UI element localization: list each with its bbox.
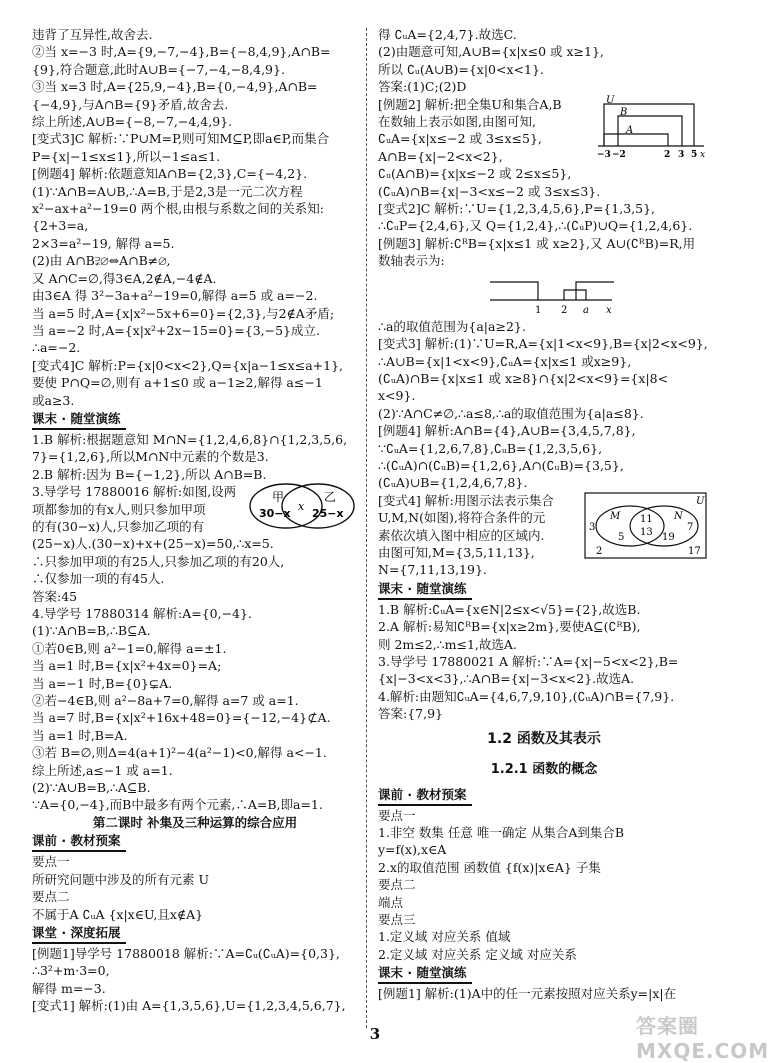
text-line: ∵A={0,−4},而B中最多有两个元素,∴A=B,即a=1. (32, 797, 323, 813)
nl-tick-m3: −3 (597, 150, 611, 160)
text-line: (25−x)人.(30−x)+x+(25−x)=50,∴x=5. (32, 536, 274, 552)
text-line: 项都参加的有x人,则只参加甲项 (32, 501, 206, 517)
nl3-tick-2: 2 (561, 304, 568, 316)
text-line: [例题3] 解析:∁ᴿB={x|x≤1 或 x≥2},又 A∪(∁ᴿB)=R,用 (378, 235, 696, 251)
venn-label-30-x: 30−x (259, 507, 291, 521)
text-line: 要点二 (378, 877, 416, 893)
text-line: ∴3²+m·3=0, (32, 963, 110, 979)
text-line: {x|−3<x<3},∴A∩B={x|−3<x<2}.故选A. (378, 671, 635, 687)
text-line: N={7,11,13,19}. (378, 562, 487, 578)
text-line: [例题1]导学号 17880018 解析:∵A=∁ᵤ(∁ᵤA)={0,3}, (32, 945, 340, 961)
text-line: 数轴表示为: (378, 253, 445, 269)
venn2-11: 11 (640, 513, 653, 525)
text-line: ∵∁ᵤA={1,2,6,7,8},∁ᵤB={1,2,3,5,6}, (378, 440, 603, 456)
text-line: ∴仅参加一项的有45人. (32, 571, 165, 587)
text-line: 要点一 (32, 854, 70, 870)
right-text-block-3 (378, 601, 710, 723)
section-head-keqian-left: 课前 · 教材预案 (32, 832, 126, 852)
text-line: ∁ᵤA={x|x≤−2 或 3≤x≤5}, (378, 131, 542, 147)
text-line: 解得 m=−3. (32, 980, 106, 996)
venn2-17: 17 (688, 545, 701, 557)
text-line: 1.B 解析:根据题意知 M∩N={1,2,4,6,8}∩{1,2,3,5,6, (32, 431, 348, 447)
text-line: ∁ᵤ(A∩B)={x|x≤−2 或 2≤x≤5}, (378, 166, 572, 182)
nl3-tick-x: x (606, 304, 612, 316)
text-line: 1.定义域 对应关系 值域 (378, 929, 511, 945)
text-line: 所以 ∁ᵤ(A∪B)={x|0<x<1}. (378, 61, 544, 77)
text-line: 答案:(1)C;(2)D (378, 79, 467, 95)
text-line: 3.导学号 17880016 解析:如图,设两 (32, 484, 237, 500)
text-line: ∴∁ᵤP={2,4,6},又 Q={1,2,4},∴(∁ᵤP)∪Q={1,2,4,6}. (378, 218, 693, 234)
text-line: (1)∵A∩B=B,∴B⊆A. (32, 623, 151, 639)
nl-tick-2: 2 (664, 150, 671, 160)
text-line: [例题4] 解析:依题意知A∩B={2,3},C={−4,2}. (32, 166, 308, 182)
venn2-5: 5 (618, 531, 625, 543)
left-text-block-3 (32, 605, 358, 814)
section-head-keqian-right: 课前 · 教材预案 (378, 786, 472, 806)
column-divider (366, 28, 367, 1028)
venn-label-yi: 乙 (324, 490, 337, 505)
text-line: 又 A∩C=∅,得3∈A,2∉A,−4∉A. (32, 270, 217, 286)
text-line: x²−ax+a²−19=0 两个根,由根与系数之间的关系知: (32, 201, 324, 217)
text-line: ③当 x=3 时,A={25,9,−4},B={0,−4,9},A∩B= (32, 79, 318, 95)
text-line: [例题4] 解析:A∩B={4},A∪B={3,4,5,7,8}, (378, 423, 636, 439)
venn2-7: 7 (687, 521, 694, 533)
text-line: 2.B 解析:因为 B={−1,2},所以 A∩B=B. (32, 466, 267, 482)
text-line: P={x|−1≤x≤1},所以−1≤a≤1. (32, 148, 221, 164)
text-line: 由3∈A 得 3²−3a+a²−19=0,解得 a=5 或 a=−2. (32, 288, 318, 304)
text-line: 素依次填入图中相应的区域内. (378, 527, 545, 543)
text-line: U,M,N(如图),将符合条件的元 (378, 510, 546, 526)
text-line: ∴a的取值范围为{a|a≥2}. (378, 318, 526, 334)
text-line: y=f(x),x∈A (378, 842, 447, 858)
text-line: 3.导学号 17880021 A 解析:∵A={x|−5<x<2},B= (378, 654, 679, 669)
text-line: 2×3=a²−19, 解得 a=5. (32, 235, 175, 251)
venn2-2: 2 (596, 545, 603, 557)
left-text-block-2 (32, 431, 358, 483)
text-line: 当 a=−2 时,A={x|x²+2x−15=0}={3,−5}成立. (32, 322, 320, 338)
left-text-block-5 (32, 945, 358, 1015)
right-text-block-4 (378, 807, 710, 964)
text-line: 违背了互异性,故舍去. (32, 27, 153, 42)
text-line: 2.x的取值范围 函数值 {f(x)|x∈A} 子集 (378, 859, 601, 875)
text-line: (∁ᵤA)∪B={1,2,4,6,7,8}. (378, 475, 528, 491)
text-line: 答案:{7,9} (378, 706, 443, 722)
venn2-U: U (696, 495, 705, 507)
text-line: ∴a=−2. (32, 340, 81, 356)
text-line: (2)由 A∩B⫌∅⇔A∩B≠∅, (32, 253, 171, 269)
lesson-2-title: 第二课时 补集及三种运算的综合应用 (92, 814, 298, 830)
text-line: ∴(∁ᵤA)∩(∁ᵤB)={1,2,6},A∩(∁ᵤB)={3,5}, (378, 457, 624, 473)
number-line-example-2 (596, 94, 708, 158)
text-line: (2)∵A∩C≠∅,∴a≤8,∴a的取值范围为{a|a≤8}. (378, 405, 644, 421)
text-line: [变式4]C 解析:P={x|0<x<2},Q={x|a−1≤x≤a+1}, (32, 357, 343, 373)
venn-label-25-x: 25−x (312, 507, 344, 521)
question-3-block (32, 483, 358, 605)
text-line: 要点一 (378, 807, 416, 823)
text-line: (1)∵A∩B=A∪B,∴A=B,于是2,3是一元二次方程 (32, 183, 303, 199)
text-line: 1.非空 数集 任意 唯一确定 从集合A到集合B (378, 825, 625, 841)
text-line: A∩B={x|−2<x<2}, (378, 148, 503, 164)
text-line: 所研究问题中涉及的所有元素 U (32, 871, 210, 887)
text-line: 要点三 (378, 912, 416, 928)
venn2-N: N (674, 510, 683, 522)
text-line: 1.B 解析:∁ᵤA={x∈N|2≤x<√5}={2},故选B. (378, 601, 641, 617)
text-line: 4.解析:由题知∁ᵤA={4,6,7,9,10},(∁ᵤA)∩B={7,9}. (378, 688, 675, 704)
right-column (378, 26, 710, 1003)
right-block-1 (378, 26, 710, 270)
text-line: ③若 B=∅,则Δ=4(a+1)²−4(a²−1)<0,解得 a<−1. (32, 745, 327, 761)
text-line: 要使 P∩Q=∅,则有 a+1≤0 或 a−1≥2,解得 a≤−1 (32, 375, 323, 391)
text-line: ②若−4∈B,则 a²−8a+7=0,解得 a=7 或 a=1. (32, 693, 299, 709)
text-line: ①若0∈B,则 a²−1=0,解得 a=±1. (32, 640, 227, 656)
nl-label-U: U (606, 95, 615, 106)
page-number: 3 (369, 1025, 381, 1043)
text-line: 得 ∁ᵤA={2,4,7}.故选C. (378, 27, 517, 42)
text-line: 则 2m≤2,∴m≤1,故选A. (378, 636, 517, 652)
text-line: 2.定义域 对应关系 定义域 对应关系 (378, 946, 577, 962)
text-line: {−4,9},与A∩B={9}矛盾,故舍去. (32, 96, 229, 112)
venn2-13: 13 (640, 526, 653, 538)
watermark: 答案圈 MXQE.COM (636, 1014, 769, 1063)
text-line: [变式2]C 解析:∵U={1,2,3,4,5,6},P={1,3,5}, (378, 201, 655, 217)
right-text-block-5 (378, 985, 710, 1002)
text-line: 综上所述,A∪B={−8,−7,−4,4,9}. (32, 114, 233, 130)
right-text-block-2 (378, 318, 710, 492)
subchapter-title: 1.2.1 函数的概念 (490, 761, 598, 777)
text-line: (2)由题意可知,A∪B={x|x≤0 或 x≥1}, (378, 44, 604, 60)
chapter-title: 1.2 函数及其表示 (487, 730, 601, 747)
text-line: 的有(30−x)人,只参加乙项的有 (32, 518, 205, 534)
text-line: [变式3]C 解析:∵P∪M=P,则可知M⊆P,即a∈P,而集合 (32, 131, 330, 147)
text-line: ②当 x=−3 时,A={9,−7,−4},B={−8,4,9},A∩B= (32, 44, 331, 60)
venn-diagram-U-M-N (584, 492, 708, 560)
section-head-ketang-left: 课堂 · 深度拓展 (32, 924, 126, 944)
nl-label-B: B (620, 107, 628, 118)
text-line: 2.A 解析:易知∁ᴿB={x|x≥2m},要使A⊆(∁ᴿB), (378, 619, 641, 635)
text-line: [例题1] 解析:(1)A中的任一元素按照对应关系y=|x|在 (378, 986, 677, 1002)
left-column (32, 26, 358, 1015)
section-head-kemo-right: 课末 · 随堂演练 (378, 580, 472, 600)
nl-tick-5: 5 (691, 150, 698, 160)
text-line: {2+3=a, (32, 218, 89, 234)
text-line: (2)∵A∪B=B,∴A⊆B. (32, 780, 151, 796)
text-line: 端点 (378, 894, 404, 910)
venn2-M: M (610, 510, 621, 522)
text-line: 4.导学号 17880314 解析:A={0,−4}. (32, 606, 252, 621)
text-line: 要点二 (32, 889, 70, 905)
text-line: (∁ᵤA)∩B={x|x≤1 或 x≥8}∩{x|2<x<9}={x|8< (378, 370, 669, 386)
text-line: 综上所述,a≤−1 或 a=1. (32, 762, 173, 778)
text-line: 当 a=7 时,B={x|x²+16x+48=0}={−12,−4}⊄A. (32, 710, 331, 726)
nl-tick-3: 3 (678, 150, 685, 160)
nl-tick-m2: −2 (612, 150, 626, 160)
text-line: 当 a=−1 时,B={0}⊊A. (32, 675, 173, 691)
left-text-block-1 (32, 26, 358, 409)
text-line: [变式3] 解析:(1)∵U=R,A={x|1<x<9},B={x|2<x<9}, (378, 336, 708, 352)
text-line: 由图可知,M={3,5,11,13}, (378, 544, 535, 560)
text-line: 不属于A ∁ᵤA {x|x∈U,且x∉A} (32, 906, 204, 922)
number-line-example-3 (488, 274, 618, 316)
nl-label-A: A (626, 125, 634, 136)
text-line: ∴A∪B={x|1<x<9},∁ᵤA={x|x≤1 或x≥9}, (378, 353, 632, 369)
nl3-tick-a: a (583, 304, 589, 316)
venn2-19: 19 (662, 531, 675, 543)
text-line: 7}={1,2,6},所以M∩N中元素的个数是3. (32, 449, 269, 465)
text-line: 当 a=5 时,A={x|x²−5x+6=0}={2,3},与2∉A矛盾; (32, 305, 335, 321)
nl-tick-x: x (700, 150, 706, 160)
text-line: x<9}. (378, 388, 416, 404)
text-line: 答案:45 (32, 588, 78, 604)
text-line: ∴只参加甲项的有25人,只参加乙项的有20人, (32, 553, 285, 569)
venn-diagram-jia-yi (246, 481, 358, 531)
nl3-tick-1: 1 (535, 304, 542, 316)
text-line: 当 a=1 时,B=A. (32, 727, 128, 743)
venn-label-x: x (298, 500, 305, 514)
text-line: 或a≥3. (32, 392, 75, 408)
bianshi-4-block (378, 492, 710, 579)
text-line: [例题2] 解析:把全集U和集合A,B (378, 96, 562, 112)
venn-label-jia: 甲 (272, 490, 285, 505)
text-line: 当 a=1 时,B={x|x²+4x=0}=A; (32, 658, 222, 674)
text-line: 在数轴上表示如图,由图可知, (378, 114, 536, 130)
text-line: [变式1] 解析:(1)由 A={1,3,5,6},U={1,2,3,4,5,6,7}, (32, 998, 346, 1014)
left-text-block-4 (32, 853, 358, 923)
section-head-kemo-left: 课末 · 随堂演练 (32, 410, 126, 430)
section-head-kemo-right-2: 课末 · 随堂演练 (378, 964, 472, 984)
text-line: (∁ᵤA)∩B={x|−3<x≤−2 或 3≤x≤3}. (378, 183, 601, 199)
text-line: [变式4] 解析:用图示法表示集合 (378, 492, 554, 508)
venn2-3: 3 (589, 521, 596, 533)
text-line: {9},符合题意,此时A∪B={−7,−4,−8,4,9}. (32, 61, 285, 77)
